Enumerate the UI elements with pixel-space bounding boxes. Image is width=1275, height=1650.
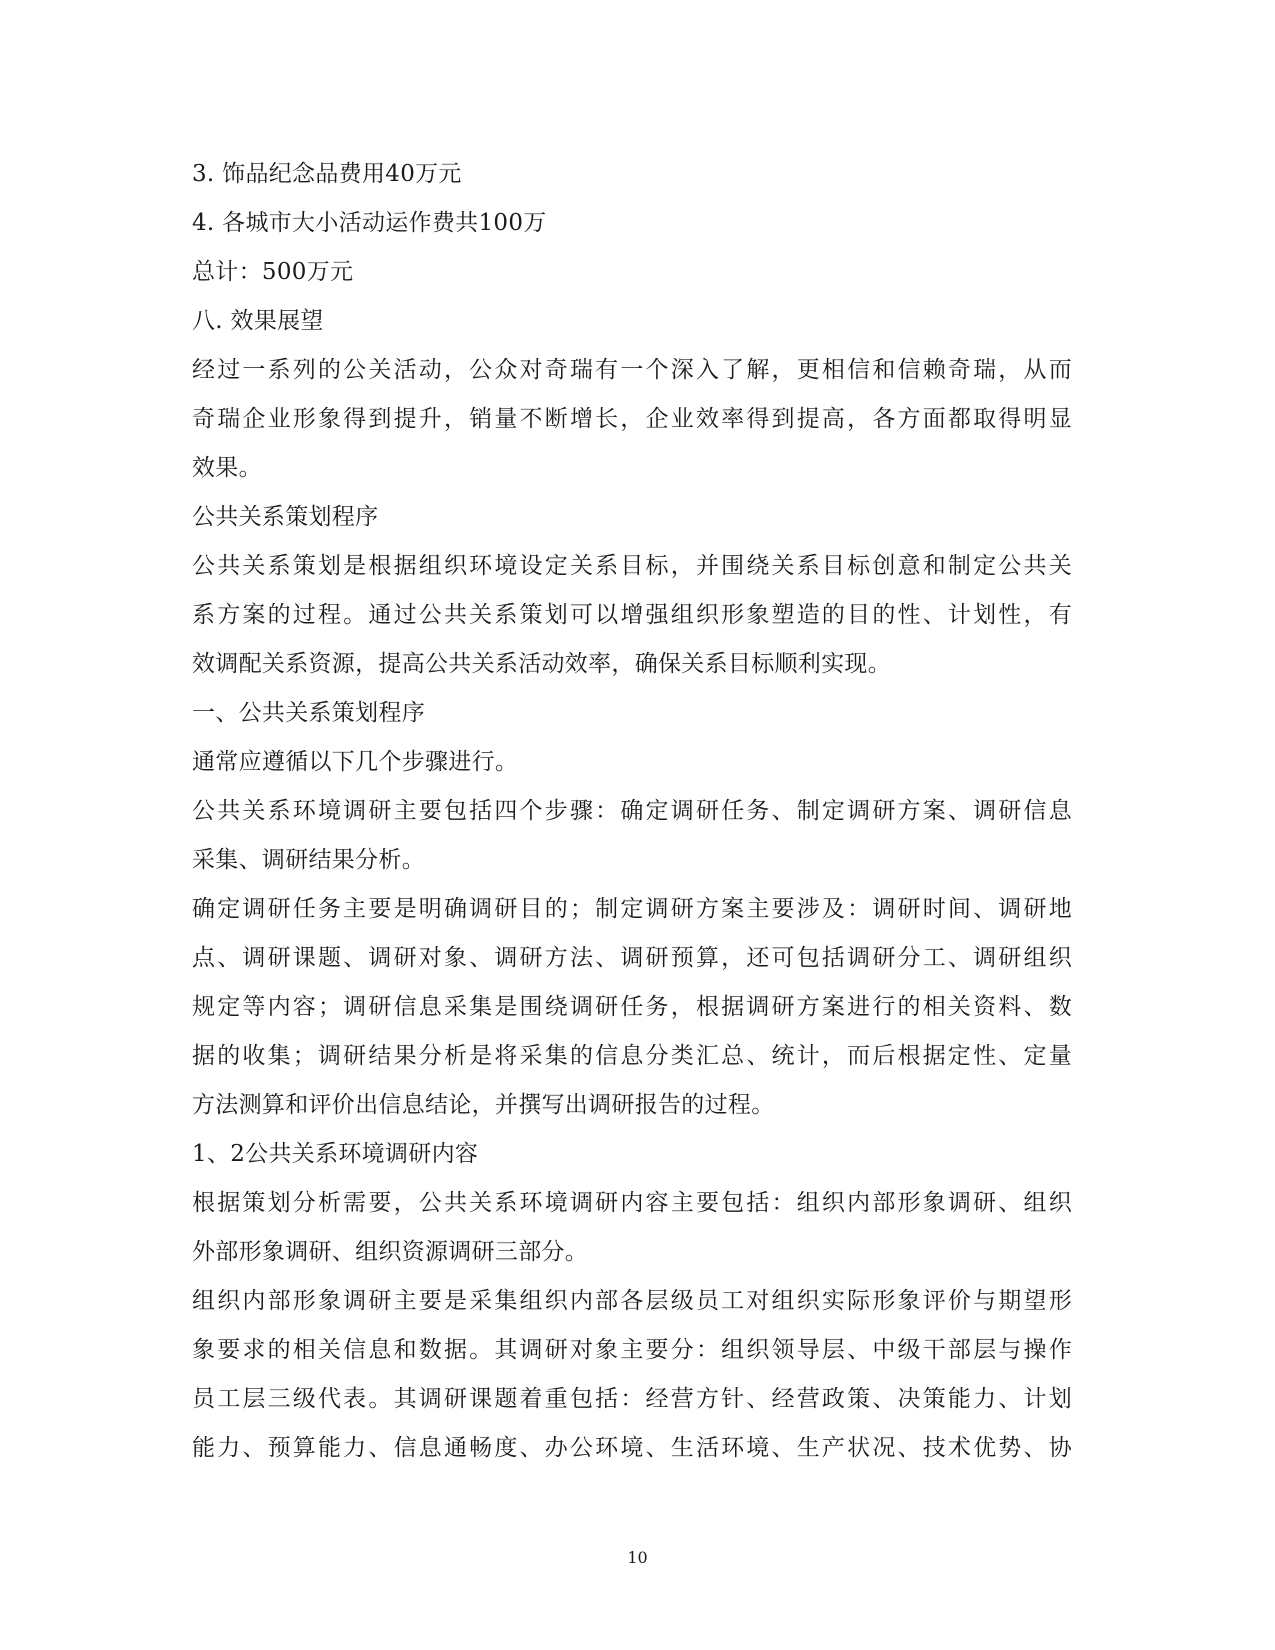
text-line: 确定调研任务主要是明确调研目的；制定调研方案主要涉及：调研时间、调研地 [192, 896, 1072, 922]
text-line: 公共关系环境调研主要包括四个步骤：确定调研任务、制定调研方案、调研信息 [192, 798, 1072, 824]
text-line: 八. 效果展望 [192, 308, 324, 334]
text-line: 员工层三级代表。其调研课题着重包括：经营方针、经营政策、决策能力、计划 [192, 1386, 1072, 1412]
page-number: 10 [627, 1548, 648, 1567]
text-line: 一、公共关系策划程序 [192, 700, 425, 726]
text-line: 1、2公共关系环境调研内容 [192, 1141, 479, 1167]
text-line: 3. 饰品纪念品费用40万元 [192, 161, 462, 187]
text-line: 经过一系列的公关活动，公众对奇瑞有一个深入了解，更相信和信赖奇瑞，从而 [192, 357, 1072, 383]
text-line: 效果。 [192, 455, 262, 481]
text-line: 总计：500万元 [192, 259, 354, 285]
text-line: 4. 各城市大小活动运作费共100万 [192, 210, 547, 236]
text-line: 系方案的过程。通过公共关系策划可以增强组织形象塑造的目的性、计划性，有 [192, 602, 1072, 628]
text-line: 规定等内容；调研信息采集是围绕调研任务，根据调研方案进行的相关资料、数 [192, 994, 1072, 1020]
text-line: 能力、预算能力、信息通畅度、办公环境、生活环境、生产状况、技术优势、协 [192, 1435, 1072, 1461]
text-line: 组织内部形象调研主要是采集组织内部各层级员工对组织实际形象评价与期望形 [192, 1288, 1072, 1314]
text-line: 根据策划分析需要，公共关系环境调研内容主要包括：组织内部形象调研、组织 [192, 1190, 1072, 1216]
text-line: 公共关系策划是根据组织环境设定关系目标，并围绕关系目标创意和制定公共关 [192, 553, 1072, 579]
text-line: 奇瑞企业形象得到提升，销量不断增长，企业效率得到提高，各方面都取得明显 [192, 406, 1072, 432]
text-line: 通常应遵循以下几个步骤进行。 [192, 749, 519, 775]
text-line: 方法测算和评价出信息结论，并撰写出调研报告的过程。 [192, 1092, 775, 1118]
text-line: 据的收集；调研结果分析是将采集的信息分类汇总、统计，而后根据定性、定量 [192, 1043, 1072, 1069]
text-line: 采集、调研结果分析。 [192, 847, 425, 873]
text-line: 点、调研课题、调研对象、调研方法、调研预算，还可包括调研分工、调研组织 [192, 945, 1072, 971]
text-line: 公共关系策划程序 [192, 504, 379, 530]
text-line: 效调配关系资源，提高公共关系活动效率，确保关系目标顺利实现。 [192, 651, 891, 677]
document-body [192, 150, 1072, 1473]
text-line: 外部形象调研、组织资源调研三部分。 [192, 1239, 589, 1265]
text-line: 象要求的相关信息和数据。其调研对象主要分：组织领导层、中级干部层与操作 [192, 1337, 1072, 1363]
